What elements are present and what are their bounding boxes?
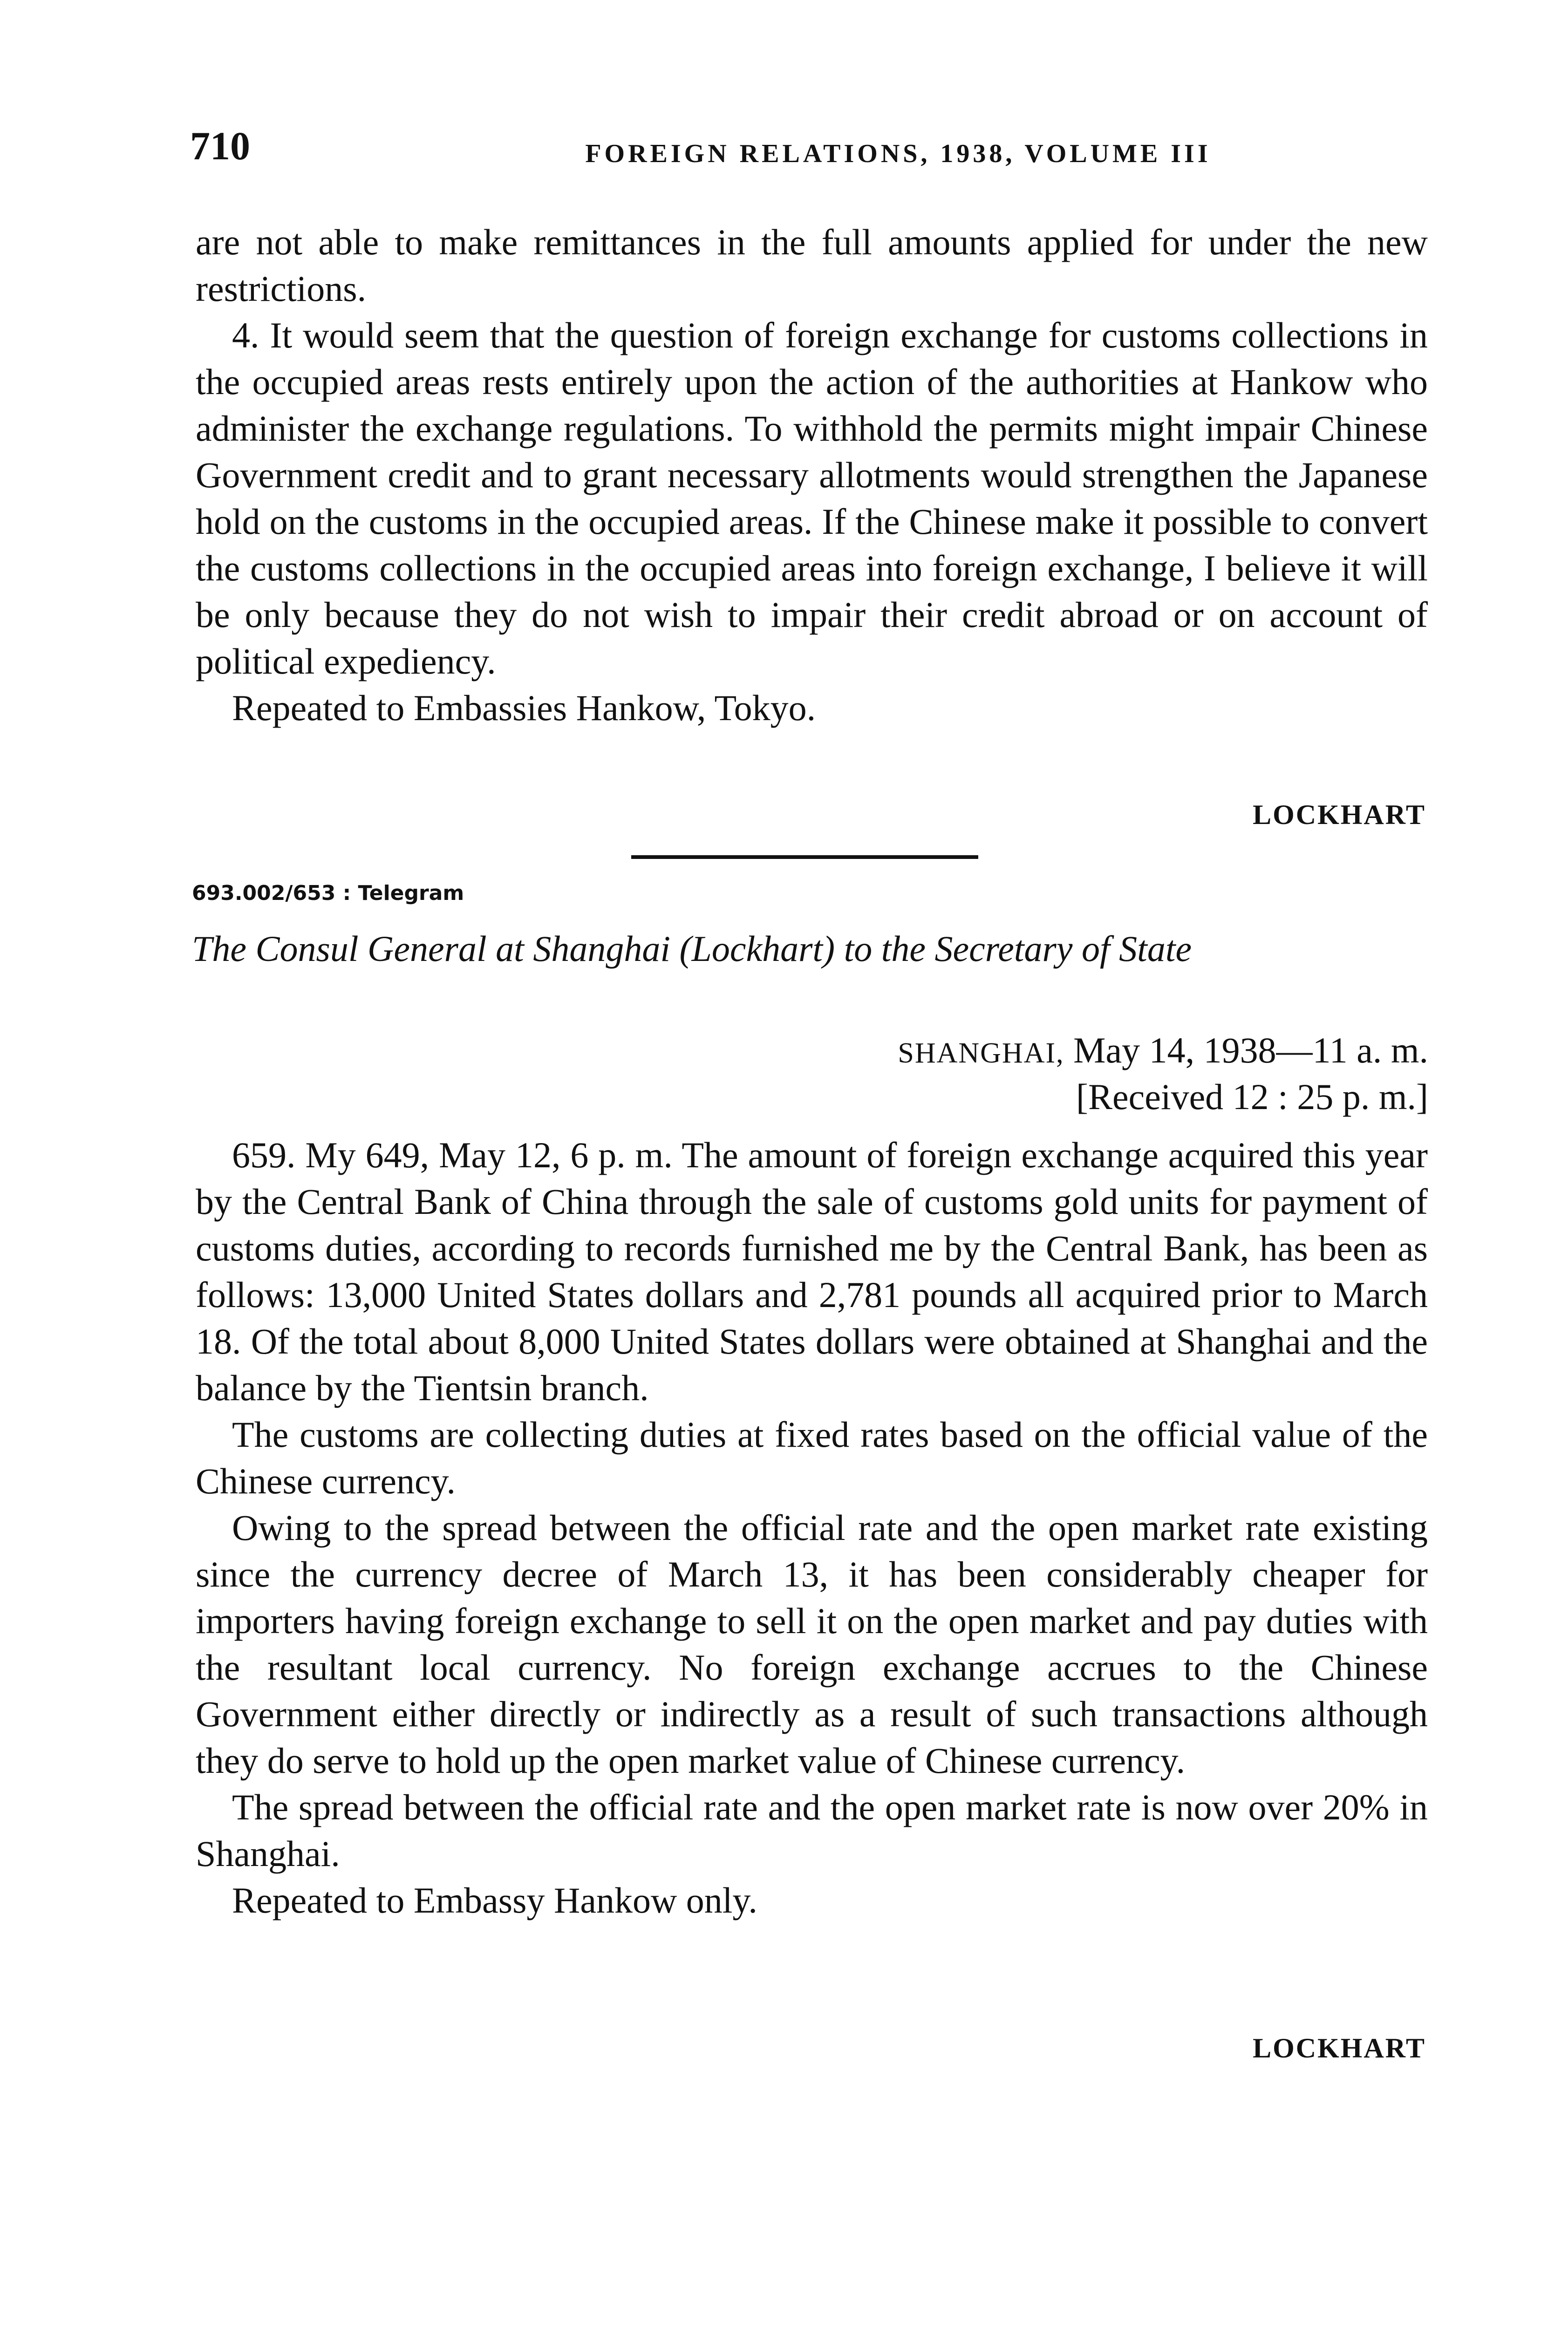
paragraph: are not able to make remittances in the full amounts applied for under the new restrictions. xyxy=(196,222,1428,309)
second-document-body xyxy=(196,1132,1428,1924)
dateline xyxy=(898,1027,1428,1076)
received-line: [Received 12 : 25 p. m.] xyxy=(1076,1076,1428,1117)
paragraph: 659. My 649, May 12, 6 p. m. The amount of foreign exchange acquired this year by the Central Bank of China through the sale of customs gold units for payment of customs duties, according to records furnished me by the Central Bank, has been as follows: 13,000 United States dollars and 2,781 pounds all acquired prior to March 18. Of the total about 8,000 United States dollars were obtained at Shanghai and the balance by the Tientsin branch. xyxy=(196,1135,1428,1408)
signature-text: LOCKHART xyxy=(1253,2033,1426,2063)
paragraph: The customs are collecting duties at fixed rates based on the official value of the Chinese currency. xyxy=(196,1414,1428,1501)
signature xyxy=(1253,801,1426,829)
page-number: 710 xyxy=(190,123,250,168)
signature-text: LOCKHART xyxy=(1253,799,1426,830)
file-reference: 693.002/653 : Telegram xyxy=(192,881,464,905)
paragraph: Repeated to Embassies Hankow, Tokyo. xyxy=(232,688,816,728)
signature xyxy=(1253,2034,1426,2062)
dateline-place: SHANGHAI, xyxy=(898,1037,1064,1069)
paragraph: 4. It would seem that the question of foreign exchange for customs collections in the occupied areas rests entirely upon the action of the authorities at Hankow who administer the exchange regulations. To withhold the permits might impair Chinese Government credit and to grant necessary allotments would strengthen the Japanese hold on the customs in the occupied areas. If the Chinese make it possible to convert the customs collections in the occupied areas into foreign exchange, I believe it will be only because they do not wish to impair their credit abroad or on account of political expediency. xyxy=(196,315,1428,681)
section-divider xyxy=(631,855,978,859)
paragraph: Owing to the spread between the official rate and the open market rate existing since the currency decree of March 13, it has been considerably cheaper for importers having foreign exchange to sell it on the open market and pay duties with the resultant local currency. No foreign exchange accrues to the Chinese Government either directly or indirectly as a result of such transactions although they do serve to hold up the open market value of Chinese currency. xyxy=(196,1507,1428,1781)
document-title: The Consul General at Shanghai (Lockhart) to the Secretary of State xyxy=(192,928,1192,969)
first-document-body xyxy=(196,219,1428,731)
paragraph: Repeated to Embassy Hankow only. xyxy=(232,1880,757,1920)
paragraph: The spread between the official rate and the open market rate is now over 20% in Shanghai. xyxy=(196,1787,1428,1874)
page-header xyxy=(190,123,1429,182)
running-head: FOREIGN RELATIONS, 1938, VOLUME III xyxy=(585,139,1211,168)
dateline-date: May 14, 1938—11 a. m. xyxy=(1073,1030,1428,1070)
